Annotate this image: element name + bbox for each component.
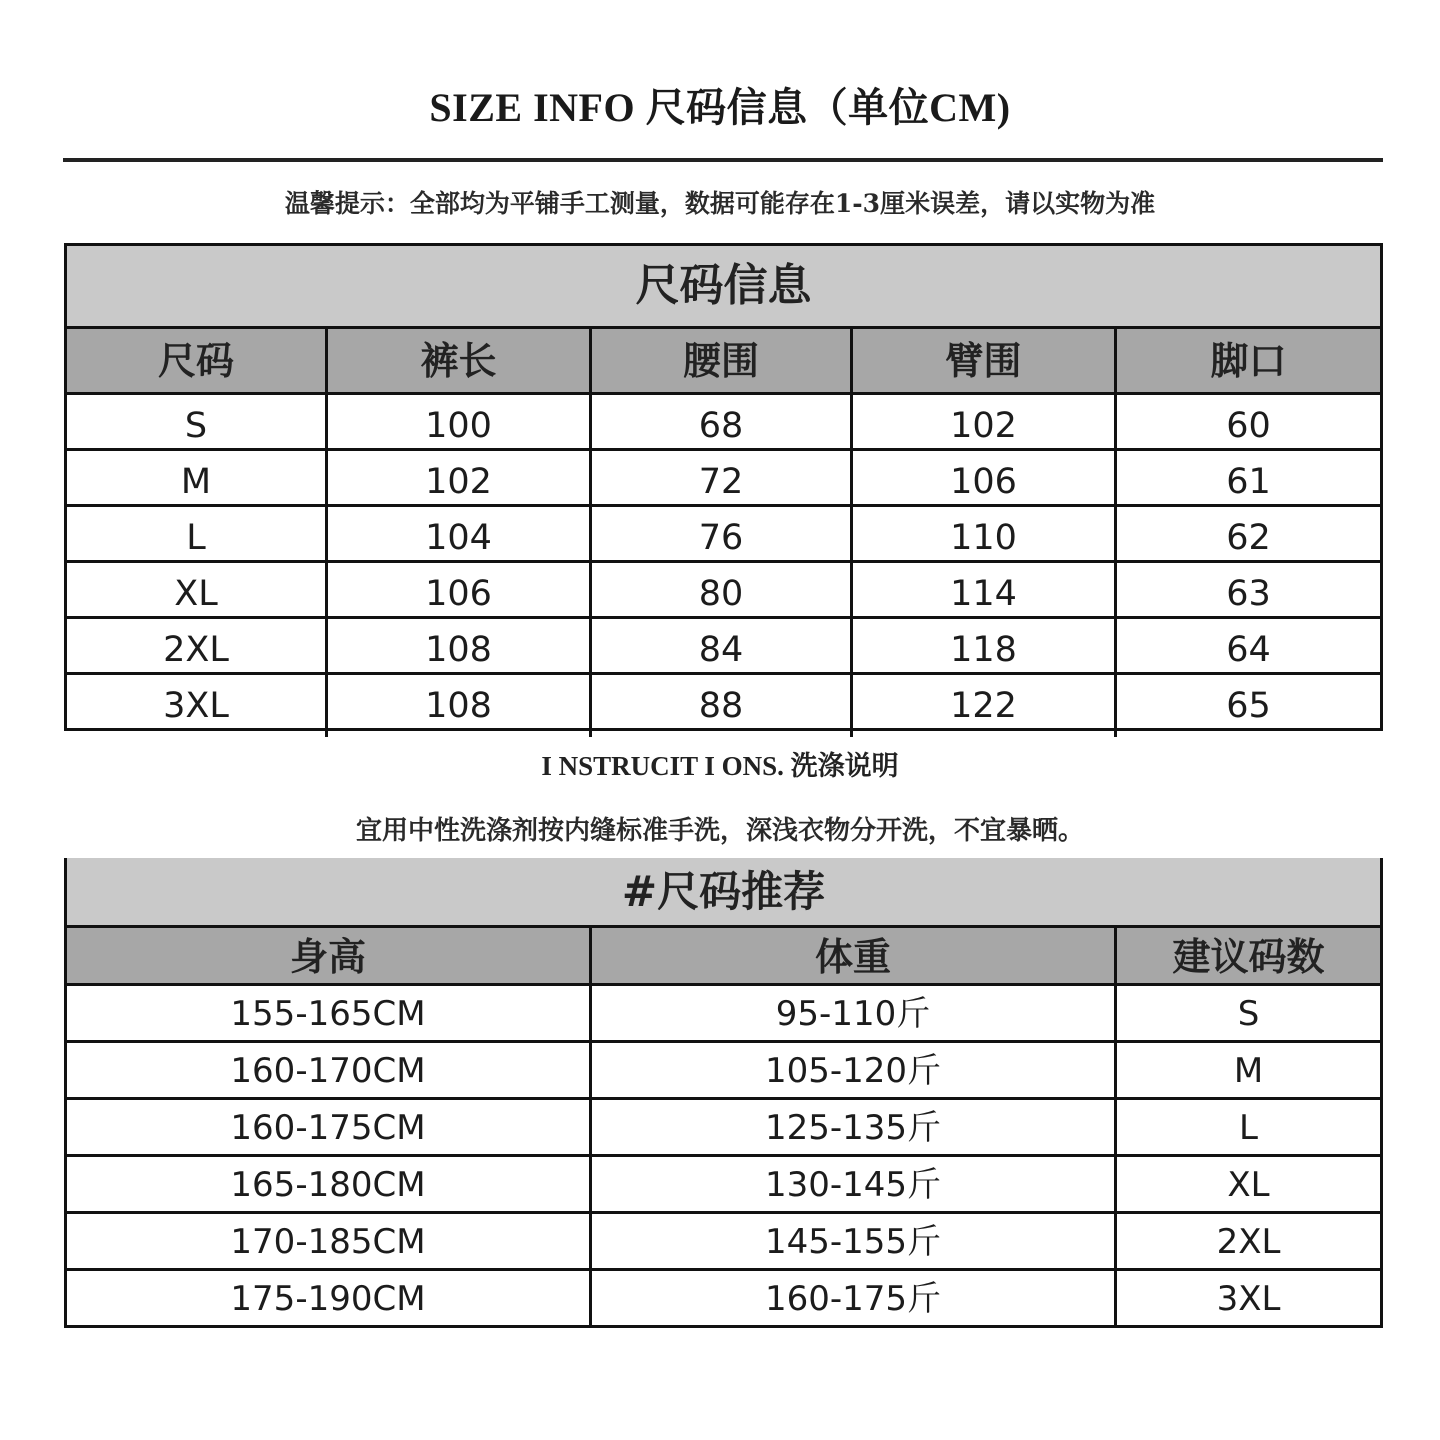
table-row <box>67 392 1380 448</box>
cell-waist: 76 <box>592 507 853 569</box>
cell-height: 170-185CM <box>67 1214 592 1270</box>
cell-size: 2XL <box>67 619 328 681</box>
cell-weight: 125-135斤 <box>592 1100 1117 1156</box>
table-row <box>67 560 1380 616</box>
cell-length: 100 <box>328 395 592 457</box>
cell-length: 108 <box>328 675 592 737</box>
header-cell-height: 身高 <box>67 928 592 986</box>
cell-suggested-size: S <box>1237 994 1260 1034</box>
table-row <box>67 1154 1380 1211</box>
cell-length: 104 <box>328 507 592 569</box>
recommend-table-header <box>67 928 1380 983</box>
cell-height: 155-165CM <box>67 986 592 1042</box>
instructions-title: I NSTRUCIT I ONS. 洗涤说明 <box>541 751 899 781</box>
cell-length: 106 <box>328 563 592 625</box>
table-row <box>67 448 1380 504</box>
table-row <box>67 983 1380 1040</box>
cell-height: 165-180CM <box>67 1157 592 1213</box>
measurement-tip: 温馨提示：全部均为平铺手工测量，数据可能存在1-3厘米误差，请以实物为准 <box>284 189 1156 218</box>
cell-length: 102 <box>328 451 592 513</box>
cell-suggested-size: 2XL <box>1216 1222 1281 1262</box>
cell-waist: 68 <box>592 395 853 457</box>
cell-size: 3XL <box>67 675 328 737</box>
cell-hem: 64 <box>1226 630 1271 670</box>
table-row <box>67 504 1380 560</box>
table-row <box>67 1040 1380 1097</box>
table-row <box>67 616 1380 672</box>
header-cell-weight: 体重 <box>592 928 1117 986</box>
size-info-table <box>64 243 1383 731</box>
cell-arm: 110 <box>853 507 1117 569</box>
header-cell-size: 尺码 <box>67 329 328 392</box>
title-divider <box>63 158 1383 162</box>
table-row <box>67 1097 1380 1154</box>
header-cell-waist: 腰围 <box>592 329 853 392</box>
table-row <box>67 672 1380 728</box>
table-row <box>67 1268 1380 1325</box>
cell-height: 160-175CM <box>67 1100 592 1156</box>
cell-size: XL <box>67 563 328 625</box>
cell-weight: 130-145斤 <box>592 1157 1117 1213</box>
cell-arm: 118 <box>853 619 1117 681</box>
cell-size: L <box>67 507 328 569</box>
header-cell-hem: 脚口 <box>1210 338 1287 383</box>
cell-suggested-size: 3XL <box>1216 1279 1281 1319</box>
cell-height: 175-190CM <box>67 1271 592 1327</box>
cell-hem: 63 <box>1226 574 1271 614</box>
page-title: SIZE INFO 尺码信息（单位CM) <box>429 85 1011 130</box>
size-table-banner: 尺码信息 <box>67 246 1380 329</box>
cell-size: S <box>67 395 328 457</box>
header-cell-arm: 臂围 <box>853 329 1117 392</box>
header-cell-suggested-size: 建议码数 <box>1172 934 1325 979</box>
table-row <box>67 1211 1380 1268</box>
instructions-text: 宜用中性洗涤剂按内缝标准手洗，深浅衣物分开洗，不宜暴晒。 <box>355 816 1084 846</box>
cell-weight: 145-155斤 <box>592 1214 1117 1270</box>
recommend-table-banner: #尺码推荐 <box>67 858 1380 928</box>
cell-arm: 122 <box>853 675 1117 737</box>
cell-suggested-size: L <box>1239 1108 1258 1148</box>
cell-hem: 60 <box>1226 406 1271 446</box>
cell-waist: 72 <box>592 451 853 513</box>
cell-height: 160-170CM <box>67 1043 592 1099</box>
cell-waist: 84 <box>592 619 853 681</box>
cell-arm: 114 <box>853 563 1117 625</box>
cell-hem: 62 <box>1226 518 1271 558</box>
cell-weight: 160-175斤 <box>592 1271 1117 1327</box>
cell-weight: 105-120斤 <box>592 1043 1117 1099</box>
header-cell-length: 裤长 <box>328 329 592 392</box>
cell-waist: 80 <box>592 563 853 625</box>
cell-waist: 88 <box>592 675 853 737</box>
cell-hem: 65 <box>1226 686 1271 726</box>
cell-suggested-size: XL <box>1227 1165 1270 1205</box>
size-recommendation-table <box>64 858 1383 1328</box>
cell-size: M <box>67 451 328 513</box>
size-table-header <box>67 329 1380 392</box>
cell-arm: 106 <box>853 451 1117 513</box>
cell-weight: 95-110斤 <box>592 986 1117 1042</box>
cell-length: 108 <box>328 619 592 681</box>
cell-arm: 102 <box>853 395 1117 457</box>
cell-hem: 61 <box>1226 462 1271 502</box>
cell-suggested-size: M <box>1233 1051 1264 1091</box>
